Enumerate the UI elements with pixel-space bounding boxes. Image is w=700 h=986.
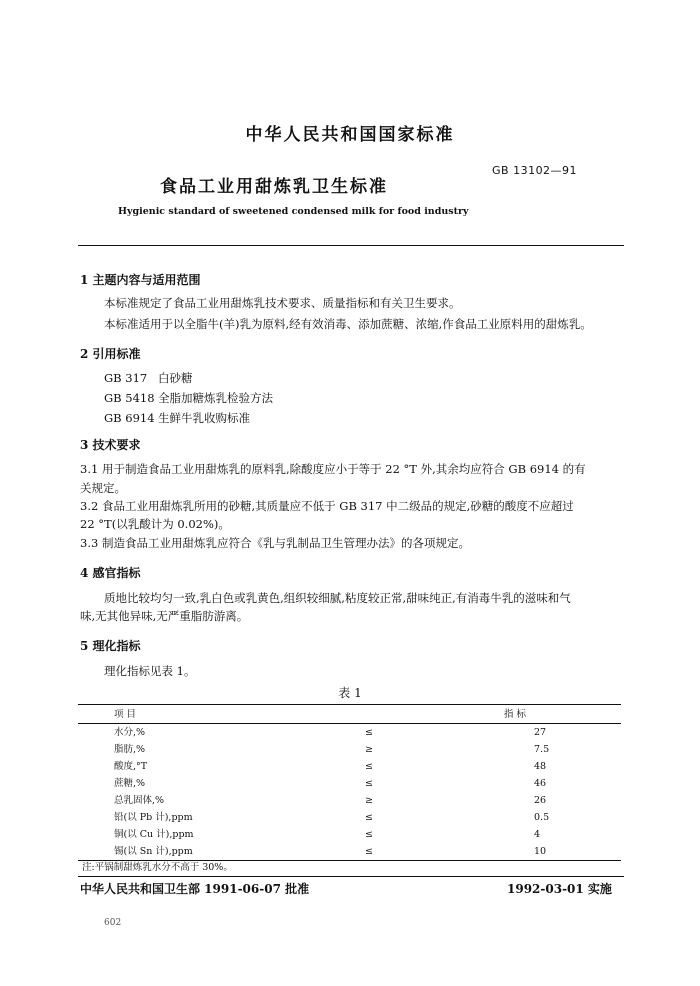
row-operator: ≤ [365, 761, 373, 772]
table-header-row [78, 705, 621, 724]
section-4-line-2: 味,无其他异味,无严重脂肪游离。 [80, 609, 249, 623]
row-operator: ≥ [365, 744, 373, 755]
section-5-heading: 5 理化指标 [80, 639, 141, 653]
row-item: 酸度,°T [114, 761, 148, 772]
reference-code: GB 5418 [104, 391, 155, 405]
row-operator: ≤ [365, 812, 373, 823]
table-row [78, 775, 621, 792]
row-item: 总乳固体,% [114, 795, 165, 806]
row-value: 48 [534, 761, 547, 772]
national-standard-title: 中华人民共和国国家标准 [245, 125, 455, 145]
implementation-date: 1992-03-01 实施 [507, 882, 612, 896]
column-header-value: 指 标 [399, 705, 621, 724]
page-title: 食品工业用甜炼乳卫生标准 [160, 177, 388, 197]
row-value: 7.5 [534, 744, 550, 755]
row-operator: ≤ [365, 829, 373, 840]
row-item: 铜(以 Cu 计),ppm [114, 829, 194, 840]
row-item: 脂肪,% [114, 744, 146, 755]
section-1-heading: 1 主题内容与适用范围 [80, 273, 201, 287]
row-value: 27 [534, 727, 547, 738]
section-4-line-1: 质地比较均匀一致,乳白色或乳黄色,组织较细腻,粘度较正常,甜味纯正,有消毒牛乳的滋味和气 [104, 591, 571, 605]
table-row [78, 792, 621, 809]
section-3-heading: 3 技术要求 [80, 438, 141, 452]
row-item: 蔗糖,% [114, 778, 146, 789]
table-1 [78, 704, 621, 861]
clause-3-2-line-2: 22 °T(以乳酸计为 0.02%)。 [80, 517, 230, 531]
table-row [78, 809, 621, 826]
footer-rule [78, 876, 624, 877]
table-caption: 表 1 [338, 686, 362, 700]
row-operator: ≤ [365, 778, 373, 789]
clause-3-3: 3.3 制造食品工业用甜炼乳应符合《乳与乳制品卫生管理办法》的各项规定。 [80, 536, 470, 550]
row-operator: ≤ [365, 727, 373, 738]
table-row [78, 758, 621, 775]
clause-3-2-line-1: 3.2 食品工业用甜炼乳所用的砂糖,其质量应不低于 GB 317 中二级品的规定,砂糖的酸度不应超过 [80, 499, 574, 513]
page-number: 602 [104, 918, 122, 928]
table-row [78, 724, 621, 742]
row-value: 46 [534, 778, 547, 789]
column-header-spacer [339, 705, 399, 724]
section-5-paragraph: 理化指标见表 1。 [104, 664, 196, 678]
row-item: 铅(以 Pb 计),ppm [114, 812, 193, 823]
reference-name: 全脂加糖炼乳检验方法 [158, 391, 273, 405]
table-row [78, 826, 621, 843]
row-item: 水分,% [114, 727, 146, 738]
table-note: 注:平锅制甜炼乳水分不高于 30%。 [82, 862, 233, 873]
row-value: 4 [534, 829, 541, 840]
section-2-heading: 2 引用标准 [80, 347, 141, 361]
section-1-paragraph-1: 本标准规定了食品工业用甜炼乳技术要求、质量指标和有关卫生要求。 [104, 296, 461, 310]
section-1-paragraph-2: 本标准适用于以全脂牛(羊)乳为原料,经有效消毒、添加蔗糖、浓缩,作食品工业原料用的甜炼乳。 [104, 317, 592, 331]
row-value: 10 [399, 843, 621, 861]
clause-3-1-line-2: 关规定。 [80, 481, 126, 495]
row-operator: ≤ [339, 843, 399, 861]
row-value: 0.5 [534, 812, 550, 823]
reference-name: 白砂糖 [158, 371, 193, 385]
approval-line: 中华人民共和国卫生部 1991-06-07 批准 [80, 882, 310, 896]
reference-code: GB 317 [104, 371, 148, 385]
column-header-item: 项 目 [78, 705, 339, 724]
standard-number: GB 13102—91 [492, 164, 578, 177]
section-4-heading: 4 感官指标 [80, 566, 141, 580]
row-item: 锡(以 Sn 计),ppm [78, 843, 339, 861]
row-operator: ≥ [365, 795, 373, 806]
table-row [78, 843, 621, 861]
reference-code: GB 6914 [104, 411, 155, 425]
header-rule [78, 245, 624, 246]
reference-name: 生鲜牛乳收购标准 [158, 411, 250, 425]
table-row [78, 741, 621, 758]
row-value: 26 [534, 795, 547, 806]
english-title: Hygienic standard of sweetened condensed milk for food industry [118, 206, 469, 217]
clause-3-1-line-1: 3.1 用于制造食品工业用甜炼乳的原料乳,除酸度应小于等于 22 °T 外,其余均应符合 GB 6914 的有 [80, 462, 586, 476]
